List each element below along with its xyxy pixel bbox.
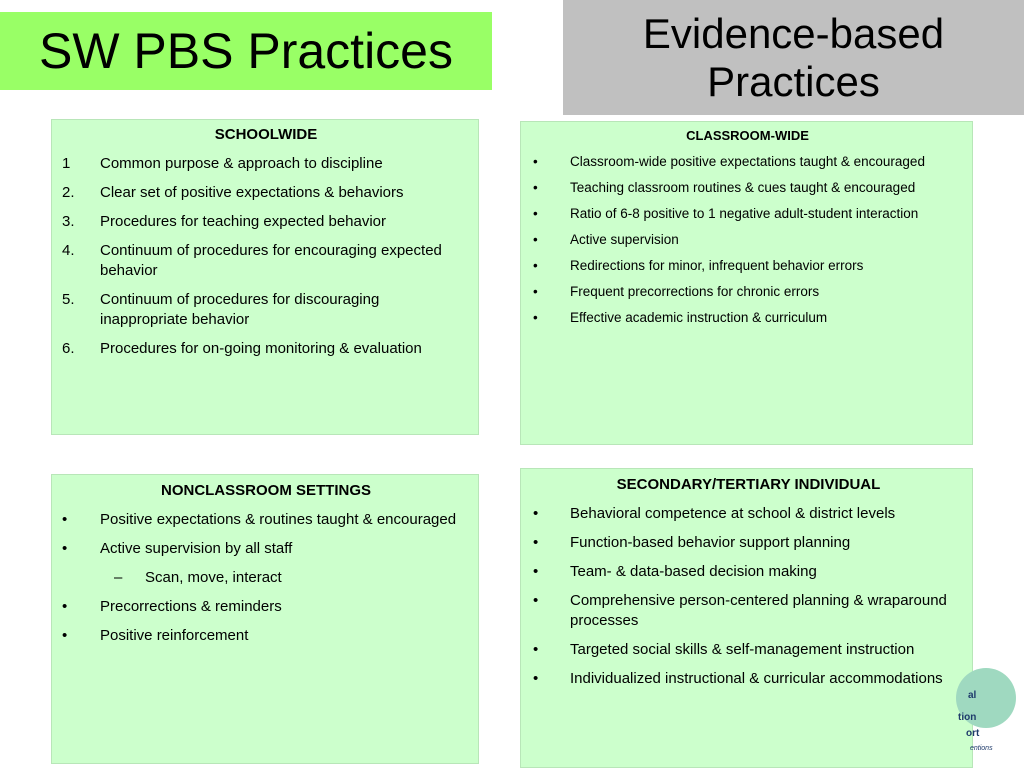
- list-item-text: Positive expectations & routines taught & encouraged: [100, 511, 457, 528]
- list-item: [62, 241, 470, 281]
- nonclassroom-panel: [51, 474, 479, 764]
- secondary-tertiary-panel: [520, 468, 973, 768]
- list-marker: 2.: [62, 184, 75, 201]
- list-marker: 1: [62, 155, 71, 172]
- list-item: [62, 510, 470, 530]
- list-item-text: Procedures for teaching expected behavior: [100, 213, 387, 230]
- schoolwide-panel: [51, 119, 479, 435]
- list-item: [533, 152, 962, 171]
- nonclassroom-list: [62, 510, 470, 646]
- pbis-logo: [956, 664, 1016, 768]
- list-marker: 5.: [62, 291, 75, 308]
- list-item-text: Positive reinforcement: [100, 627, 249, 644]
- list-item: [533, 591, 964, 631]
- list-item-text: Clear set of positive expectations & behaviors: [100, 184, 404, 201]
- list-item-text: Team- & data-based decision making: [570, 563, 817, 580]
- list-item: [533, 669, 964, 689]
- bullet-icon: •: [62, 511, 68, 528]
- list-item: [62, 539, 470, 559]
- secondary-list: [533, 504, 964, 689]
- list-item: [533, 504, 964, 524]
- list-item: [533, 308, 962, 327]
- bullet-icon: •: [533, 232, 538, 247]
- bullet-icon: •: [533, 670, 539, 687]
- list-item-text: Targeted social skills & self-management instruction: [570, 641, 915, 658]
- list-item-text: Active supervision: [570, 232, 679, 247]
- list-item-text: Redirections for minor, infrequent behavior errors: [570, 258, 864, 273]
- list-item: [533, 204, 962, 223]
- list-item-text: Active supervision by all staff: [100, 540, 293, 557]
- list-item: [533, 178, 962, 197]
- sub-list-item: [62, 568, 470, 588]
- panel-heading: NONCLASSROOM SETTINGS: [160, 482, 371, 499]
- bullet-icon: •: [62, 627, 68, 644]
- list-item: [62, 339, 470, 359]
- bullet-icon: •: [533, 206, 538, 221]
- bullet-icon: •: [62, 598, 68, 615]
- panel-heading: SCHOOLWIDE: [214, 126, 318, 143]
- list-item-text: Procedures for on-going monitoring & evaluation: [100, 340, 422, 357]
- list-item-text: Behavioral competence at school & district levels: [570, 505, 896, 522]
- list-item-text: Common purpose & approach to discipline: [100, 155, 383, 172]
- bullet-icon: •: [533, 505, 539, 522]
- list-item-text: Continuum of procedures for discouraging inappropriate behavior: [100, 291, 380, 328]
- list-item-text: Teaching classroom routines & cues taught & encouraged: [570, 180, 916, 195]
- bullet-icon: •: [533, 310, 538, 325]
- classroom-wide-panel: [520, 121, 973, 445]
- list-item: [62, 154, 470, 174]
- logo-text-2: tion: [958, 712, 977, 723]
- list-item-text: Effective academic instruction & curriculum: [570, 310, 828, 325]
- list-item-text: Function-based behavior support planning: [570, 534, 851, 551]
- list-item: [533, 230, 962, 249]
- logo-text-1: al: [968, 690, 977, 701]
- list-item-text: Comprehensive person-centered planning & wraparound processes: [570, 592, 947, 629]
- schoolwide-list: [62, 154, 470, 359]
- logo-text-4: entions: [970, 745, 993, 752]
- dash-icon: –: [114, 569, 123, 586]
- bullet-icon: •: [533, 592, 539, 609]
- list-item: [533, 562, 964, 582]
- logo-graphic: [956, 664, 1016, 768]
- bullet-icon: •: [533, 284, 538, 299]
- bullet-icon: •: [533, 563, 539, 580]
- list-item: [62, 597, 470, 617]
- page-title: SW PBS Practices: [39, 23, 453, 79]
- bullet-icon: •: [533, 534, 539, 551]
- list-item: [62, 626, 470, 646]
- page-title-banner: [0, 12, 492, 90]
- list-item-text: Frequent precorrections for chronic errors: [570, 284, 820, 299]
- list-item: [62, 290, 470, 330]
- list-marker: 4.: [62, 242, 75, 259]
- list-item: [62, 183, 470, 203]
- bullet-icon: •: [62, 540, 68, 557]
- list-item-text: Scan, move, interact: [145, 569, 282, 586]
- list-item: [533, 533, 964, 553]
- subtitle-banner: [563, 0, 1024, 115]
- list-item: [533, 640, 964, 660]
- list-item: [533, 256, 962, 275]
- panel-heading: SECONDARY/TERTIARY INDIVIDUAL: [616, 476, 881, 493]
- bullet-icon: •: [533, 180, 538, 195]
- list-item-text: Precorrections & reminders: [100, 598, 282, 615]
- logo-text-3: ort: [966, 728, 980, 739]
- list-item: [62, 212, 470, 232]
- list-item-text: Ratio of 6-8 positive to 1 negative adult-student interaction: [570, 206, 919, 221]
- list-marker: 6.: [62, 340, 75, 357]
- list-item: [533, 282, 962, 301]
- panel-heading: CLASSROOM-WIDE: [686, 128, 809, 143]
- page-subtitle: Evidence-based Practices: [642, 9, 945, 105]
- list-item-text: Classroom-wide positive expectations taught & encouraged: [570, 154, 925, 169]
- list-item-text: Individualized instructional & curricular accommodations: [570, 670, 943, 687]
- bullet-icon: •: [533, 258, 538, 273]
- list-marker: 3.: [62, 213, 75, 230]
- bullet-icon: •: [533, 154, 538, 169]
- list-item-text: Continuum of procedures for encouraging expected behavior: [100, 242, 442, 279]
- classroom-list: [533, 152, 962, 327]
- bullet-icon: •: [533, 641, 539, 658]
